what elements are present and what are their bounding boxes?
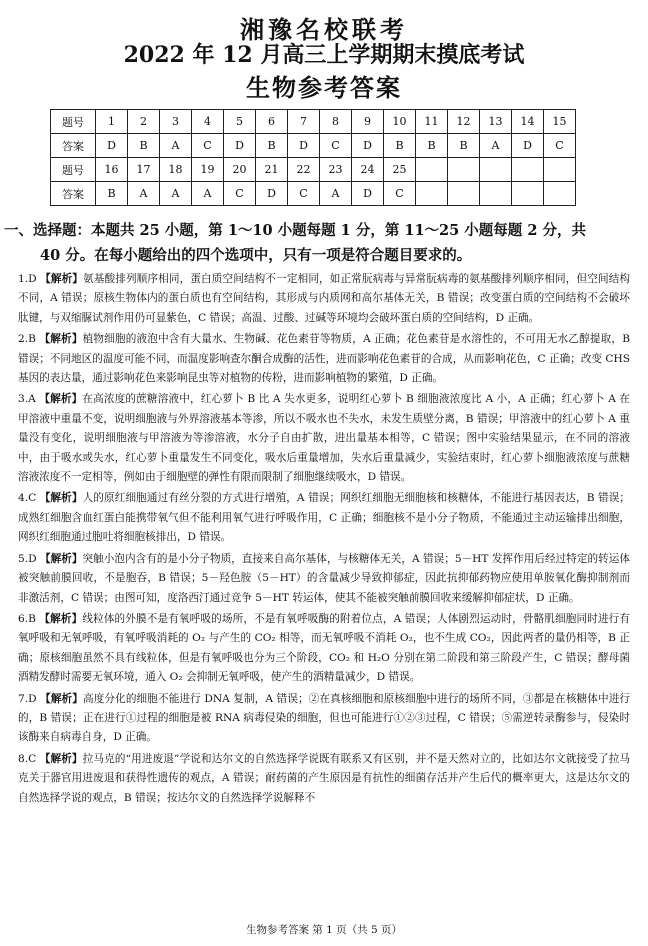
list-item xyxy=(18,330,630,388)
section-line-2: 40 分。在每小题给出的四个选项中，只有一项是符合题目要求的。 xyxy=(40,247,472,264)
page-footer: 生物参考答案 第 1 页（共 5 页） xyxy=(245,924,403,936)
table-row xyxy=(51,182,576,206)
table-row xyxy=(51,158,576,182)
answer-cell: C xyxy=(224,182,256,206)
section-heading xyxy=(4,218,640,268)
item-number: 8.C xyxy=(18,752,37,765)
question-number-cell: 8 xyxy=(320,110,352,134)
analysis-tag: 【解析】 xyxy=(39,333,83,346)
item-text: 线粒体的外膜不是有氧呼吸的场所，不是有氧呼吸酶的附着位点，A 错误；人体剧烈运动时，骨骼肌细胞同时进行有氧呼吸和无氧呼吸，有氧呼吸消耗的 O₂ 与产生的 CO₂ 相等，而无氧呼吸不消耗 O₂，也不生成 CO₂，因此两者的量仍相等，B 正确；原核细胞虽然不具有线粒体，但是有氧呼吸也分为三个阶段，CO₂ 和 H₂O 分别在第二阶段和第三阶段产生，C 错误；酵母菌酒精发酵时需要无氧环境，通入 O₂ 会抑制无氧呼吸，使产生的酒精量减少，D 错误。 xyxy=(18,612,631,684)
analysis-tag: 【解析】 xyxy=(40,273,84,285)
table-row xyxy=(51,134,576,158)
question-number-cell: 13 xyxy=(480,110,512,134)
item-text: 人的原红细胞通过有丝分裂的方式进行增殖，A 错误；网织红细胞无细胞核和核糖体，不能进行基因表达，B 错误；成熟红细胞含血红蛋白能携带氧气但不能利用氧气进行呼吸作用，C 正确；细胞核不是小分子物质，不能通过主动运输排出细胞，网织红细胞通过胞吐将细胞核排出，D 错误。 xyxy=(18,492,631,544)
answer-cell: C xyxy=(288,182,320,206)
answer-cell: C xyxy=(384,182,416,206)
item-number: 7.D xyxy=(18,692,37,705)
analysis-tag: 【解析】 xyxy=(40,552,83,565)
question-number-cell: 21 xyxy=(256,158,288,182)
row-label-question: 题号 xyxy=(51,158,96,182)
analysis-tag: 【解析】 xyxy=(39,492,83,505)
question-number-cell: 25 xyxy=(384,158,416,182)
answer-cell xyxy=(512,182,544,206)
answer-cell xyxy=(416,182,448,206)
item-number: 2.B xyxy=(18,333,36,346)
item-text: 植物细胞的液泡中含有大量水、生物碱、花色素苷等物质，A 正确；花色素苷是水溶性的，不可用无水乙醇提取，B 错误；不同地区的温度可能不同，而温度影响查尔酮合成酶的活性，进而影响花色素苷的合成，从而影响花色，C 正确；改变 CHS 基因的表达量，通过影响花色来影响昆虫等对植物的传粉，进而影响植物的繁殖，D 正确。 xyxy=(18,333,630,385)
question-number-cell: 17 xyxy=(128,158,160,182)
row-label-answer: 答案 xyxy=(51,182,96,206)
list-item xyxy=(18,270,630,328)
answer-cell: B xyxy=(128,134,160,158)
list-item xyxy=(18,750,630,808)
answer-cell: B xyxy=(256,134,288,158)
question-number-cell: 23 xyxy=(320,158,352,182)
item-number: 1.D xyxy=(18,273,37,285)
answer-title: 生物参考答案 xyxy=(246,73,402,102)
question-number-cell: 22 xyxy=(288,158,320,182)
analysis-tag: 【解析】 xyxy=(40,692,83,705)
answer-cell xyxy=(544,182,576,206)
question-number-cell xyxy=(448,158,480,182)
question-number-cell: 20 xyxy=(224,158,256,182)
question-number-cell: 1 xyxy=(96,110,128,134)
answer-cell: B xyxy=(384,134,416,158)
item-number: 4.C xyxy=(18,492,37,505)
answer-table xyxy=(50,109,576,206)
answer-cell: D xyxy=(352,134,384,158)
question-number-cell xyxy=(512,158,544,182)
question-number-cell: 4 xyxy=(192,110,224,134)
analysis-tag: 【解析】 xyxy=(39,752,83,765)
exam-union-title: 湘豫名校联考 xyxy=(240,15,408,44)
question-number-cell xyxy=(480,158,512,182)
item-number: 6.B xyxy=(18,612,36,625)
explanation-list xyxy=(18,270,630,810)
list-item xyxy=(18,489,630,547)
question-number-cell: 24 xyxy=(352,158,384,182)
section-line-1: 一、选择题：本题共 25 小题，第 1～10 小题每题 1 分，第 11～25 小题每题 2 分，共 xyxy=(4,222,586,239)
answer-cell: A xyxy=(192,182,224,206)
answer-cell: A xyxy=(320,182,352,206)
item-text: 氨基酸排列顺序相同，蛋白质空间结构不一定相同，如正常朊病毒与异常朊病毒的氨基酸排列顺序相同，但空间结构不同，A 错误；原核生物体内的蛋白质也有空间结构，其形成与内质网和高尔基体无关，B 错误；改变蛋白质的空间结构不会破坏肽键，与双缩脲试剂作用仍可显紫色，C 错误；高温、过酸、过碱等环境均会破坏蛋白质的空间结构，D 正确。 xyxy=(18,273,631,324)
question-number-cell: 9 xyxy=(352,110,384,134)
question-number-cell: 11 xyxy=(416,110,448,134)
item-text: 高度分化的细胞不能进行 DNA 复制，A 错误；②在真核细胞和原核细胞中进行的场所不同，③都是在核糖体中进行的，B 错误；正在进行①过程的细胞是被 RNA 病毒侵染的细胞，但也可能进行①②③过程，C 错误；⑤需逆转录酶参与，侵染时该酶来自病毒自身，D 正确。 xyxy=(18,692,631,744)
answer-cell: B xyxy=(448,134,480,158)
item-text: 突触小泡内含有的是小分子物质，直接来自高尔基体，与核糖体无关，A 错误；5－HT 发挥作用后经过特定的转运体被突触前膜回收，不是胞吞，B 错误；5－羟色胺（5－HT）的含量减少导致抑郁症，因此抗抑郁药物应使用单胺氧化酶抑制剂而非激活剂，C 错误；由图可知，度洛西汀通过竞争 5－HT 转运体，使其不能被突触前膜回收来缓解抑郁症状，D 正确。 xyxy=(18,552,630,604)
answer-cell: A xyxy=(480,134,512,158)
question-number-cell: 7 xyxy=(288,110,320,134)
answer-cell: D xyxy=(512,134,544,158)
list-item xyxy=(18,610,630,688)
exam-title: 2022 年 12 月高三上学期期末摸底考试 xyxy=(123,42,525,68)
answer-cell: C xyxy=(320,134,352,158)
table-row xyxy=(51,110,576,134)
answer-cell: A xyxy=(128,182,160,206)
question-number-cell: 10 xyxy=(384,110,416,134)
item-number: 3.A xyxy=(18,393,36,406)
row-label-question: 题号 xyxy=(51,110,96,134)
question-number-cell: 5 xyxy=(224,110,256,134)
answer-cell: B xyxy=(96,182,128,206)
question-number-cell: 16 xyxy=(96,158,128,182)
list-item xyxy=(18,390,630,487)
answer-cell: A xyxy=(160,134,192,158)
question-number-cell: 15 xyxy=(544,110,576,134)
answer-cell xyxy=(448,182,480,206)
answer-cell: D xyxy=(256,182,288,206)
question-number-cell: 12 xyxy=(448,110,480,134)
question-number-cell xyxy=(544,158,576,182)
question-number-cell: 18 xyxy=(160,158,192,182)
answer-cell: A xyxy=(160,182,192,206)
question-number-cell: 19 xyxy=(192,158,224,182)
analysis-tag: 【解析】 xyxy=(39,393,83,406)
question-number-cell: 3 xyxy=(160,110,192,134)
answer-cell: C xyxy=(192,134,224,158)
item-text: 在高浓度的蔗糖溶液中，红心萝卜 B 比 A 失水更多，说明红心萝卜 B 细胞液浓度比 A 小，A 正确；红心萝卜 A 在甲溶液中重量不变，说明细胞液与外界溶液基本等渗，所以不吸水也不失水，未发生质壁分离，B 错误；甲溶液中的红心萝卜 A 重量没有变化，说明细胞液与甲溶液为等渗溶液，水分子自由扩散，进出量基本相等，C 错误；图中实验结果显示，在不同的溶液中，由于吸水或失水，红心萝卜重量发生不同变化，吸水后重量增加，失水后重量减少，实验结束时，红心萝卜细胞液浓度与蔗糖溶液浓度不一定相等，例如由于细胞壁的弹性有限而限制了细胞继续吸水，D 错误。 xyxy=(18,393,630,484)
item-text: 拉马克的“用进废退”学说和达尔文的自然选择学说既有联系又有区别，并不是天然对立的，比如达尔文就接受了拉马克关于器官用进废退和获得性遗传的观点，A 错误；耐药菌的产生原因是有抗性的细菌存活并产生后代的概率更大，这是达尔文的自然选择学说的观点，B 错误；按达尔文的自然选择学说解释不 xyxy=(18,752,631,804)
question-number-cell: 6 xyxy=(256,110,288,134)
list-item xyxy=(18,690,630,748)
row-label-answer: 答案 xyxy=(51,134,96,158)
answer-cell: C xyxy=(544,134,576,158)
answer-cell: D xyxy=(288,134,320,158)
question-number-cell: 2 xyxy=(128,110,160,134)
item-number: 5.D xyxy=(18,552,37,565)
answer-cell: D xyxy=(352,182,384,206)
question-number-cell: 14 xyxy=(512,110,544,134)
analysis-tag: 【解析】 xyxy=(39,612,83,625)
question-number-cell xyxy=(416,158,448,182)
answer-cell: B xyxy=(416,134,448,158)
answer-cell xyxy=(480,182,512,206)
answer-cell: D xyxy=(96,134,128,158)
list-item xyxy=(18,550,630,608)
answer-cell: D xyxy=(224,134,256,158)
